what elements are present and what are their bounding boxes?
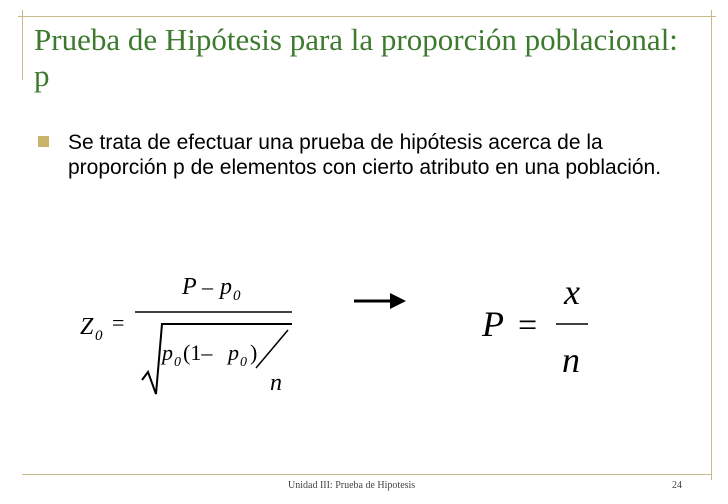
frame-bottom-line [22,474,712,475]
sample-proportion-formula [476,272,606,382]
p-denominator: n [562,340,580,380]
p-symbol: P [482,304,504,344]
num-P: P [182,274,197,300]
den-p: p [162,340,173,365]
p-equals: = [518,307,538,344]
frame-top-line [18,16,716,17]
den-p-sub: 0 [174,355,181,370]
page-number: 24 [672,480,682,491]
slash [256,330,288,368]
bullet-text: Se trata de efectuar una prueba de hipótesis acerca de la proporción p de elementos con cierto atributo en una población. [68,131,662,179]
square-bullet-icon [38,136,49,147]
den-n: n [270,370,282,396]
z-symbol: Z [80,314,94,340]
num-p-sub: 0 [233,288,241,304]
footer-text: Unidad III: Prueba de Hipotesis [288,480,416,491]
den-close: ) [250,340,258,365]
num-p: p [220,274,232,300]
slide-title: Prueba de Hipótesis para la proporción poblacional: p [34,22,678,93]
z-statistic-formula [70,268,310,403]
arrow-right-icon [350,286,410,316]
z-equals: = [112,310,125,335]
num-minus: – [202,274,213,299]
p-numerator: x [564,272,580,312]
den-open: (1– [183,340,213,365]
z-subscript: 0 [95,328,103,344]
frame-right-line [711,10,712,480]
den-p2-sub: 0 [240,355,247,370]
frame-left-line [22,10,23,80]
den-p2: p [228,340,239,365]
